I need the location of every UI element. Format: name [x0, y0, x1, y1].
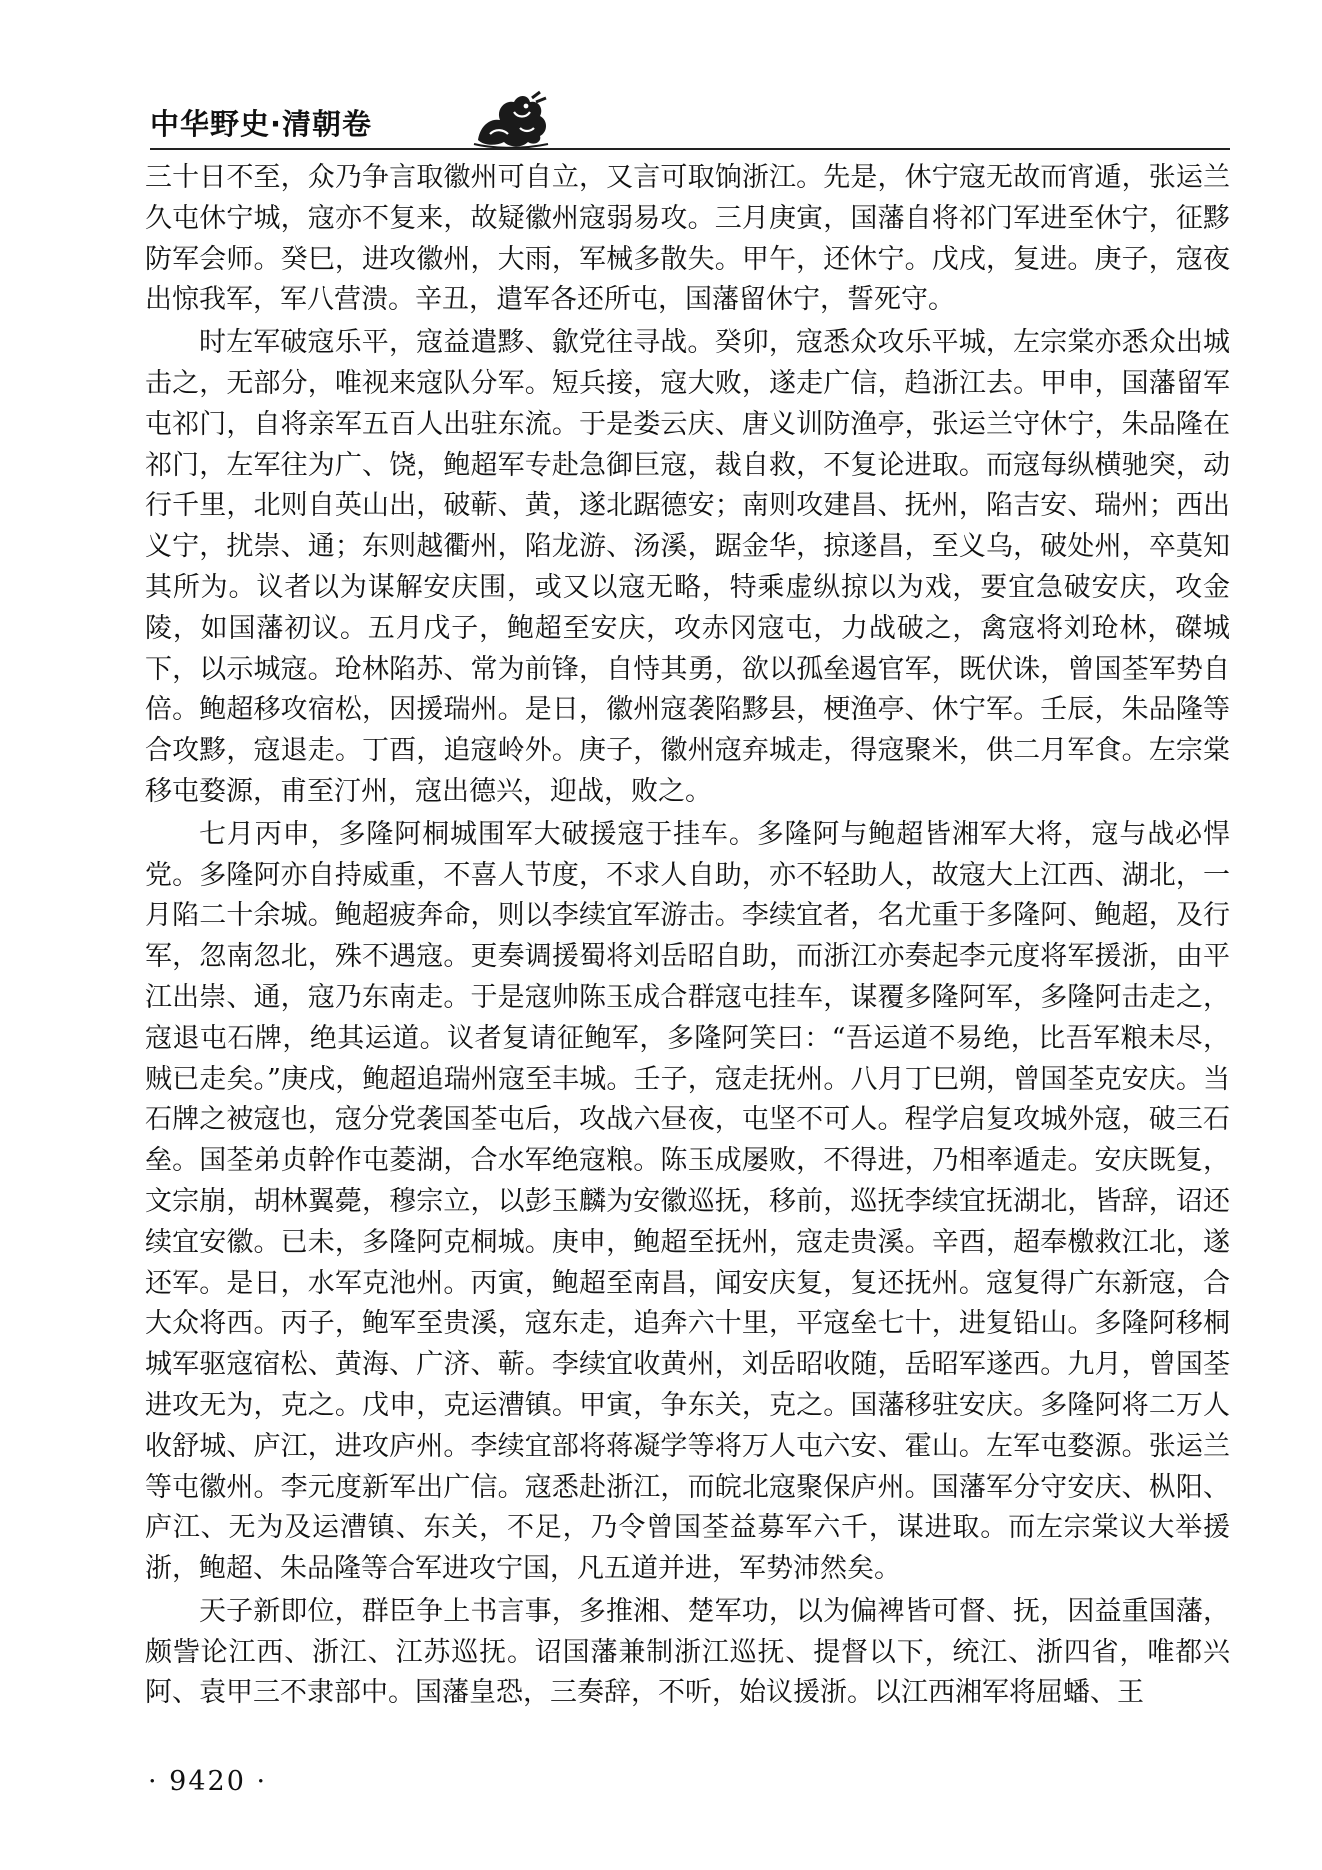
book-title: 中华野史·清朝卷	[150, 107, 373, 141]
body-text	[145, 158, 1230, 1714]
paragraph: 天子新即位，群臣争上书言事，多推湘、楚军功，以为偏裨皆可督、抚，因益重国藩，颇訾论江西、浙江、江苏巡抚。诏国藩兼制浙江巡抚、提督以下，统江、浙四省，唯都兴阿、袁甲三不隶部中。国藩皇恐，三奏辞，不听，始议援浙。以江西湘军将屈蟠、王	[145, 1595, 1230, 1709]
running-header	[150, 88, 1230, 158]
header-divider	[150, 148, 1230, 150]
paragraph: 时左军破寇乐平，寇益遣黟、歙党往寻战。癸卯，寇悉众攻乐平城，左宗棠亦悉众出城击之，无部分，唯视来寇队分军。短兵接，寇大败，遂走广信，趋浙江去。甲申，国藩留军屯祁门，自将亲军五百人出驻东流。于是娄云庆、唐义训防渔亭，张运兰守休宁，朱品隆在祁门，左军往为广、饶，鲍超军专赴急御巨寇，裁自救，不复论进取。而寇每纵横驰突，动行千里，北则自英山出，破蕲、黄，遂北踞德安；南则攻建昌、抚州，陷吉安、瑞州；西出义宁，扰崇、通；东则越衢州，陷龙游、汤溪，踞金华，掠遂昌，至义乌，破处州，卒莫知其所为。议者以为谋解安庆围，或又以寇无略，特乘虚纵掠以为戏，要宜急破安庆，攻金陵，如国藩初议。五月戊子，鲍超至安庆，攻赤冈寇屯，力战破之，禽寇将刘玱林，磔城下，以示城寇。玱林陷苏、常为前锋，自恃其勇，欲以孤垒遏官军，既伏诛，曾国荃军势自倍。鲍超移攻宿松，因援瑞州。是日，徽州寇袭陷黟县，梗渔亭、休宁军。壬辰，朱品隆等合攻黟，寇退走。丁酉，追寇岭外。庚子，徽州寇弃城走，得寇聚米，供二月军食。左宗棠移屯婺源，甫至汀州，寇出德兴，迎战，败之。	[145, 327, 1230, 807]
paragraph: 三十日不至，众乃争言取徽州可自立，又言可取饷浙江。先是，休宁寇无故而宵遁，张运兰久屯休宁城，寇亦不复来，故疑徽州寇弱易攻。三月庚寅，国藩自将祁门军进至休宁，征黟防军会师。癸巳，进攻徽州，大雨，军械多散失。甲午，还休宁。戊戌，复进。庚子，寇夜出惊我军，军八营溃。辛丑，遣军各还所屯，国藩留休宁，誓死守。	[145, 162, 1230, 316]
page-number: · 9420 ·	[148, 1766, 268, 1797]
dragon-emblem-icon	[470, 88, 552, 150]
paragraph: 七月丙申，多隆阿桐城围军大破援寇于挂车。多隆阿与鲍超皆湘军大将，寇与战必悍党。多隆阿亦自持威重，不喜人节度，不求人自助，亦不轻助人，故寇大上江西、湖北，一月陷二十余城。鲍超疲奔命，则以李续宜军游击。李续宜者，名尤重于多隆阿、鲍超，及行军，忽南忽北，殊不遇寇。更奏调援蜀将刘岳昭自助，而浙江亦奏起李元度将军援浙，由平江出崇、通，寇乃东南走。于是寇帅陈玉成合群寇屯挂车，谋覆多隆阿军，多隆阿击走之，寇退屯石牌，绝其运道。议者复请征鲍军，多隆阿笑曰：“吾运道不易绝，比吾军粮未尽，贼已走矣。”庚戌，鲍超追瑞州寇至丰城。壬子，寇走抚州。八月丁巳朔，曾国荃克安庆。当石牌之被寇也，寇分党袭国荃屯后，攻战六昼夜，屯坚不可人。程学启复攻城外寇，破三石垒。国荃弟贞幹作屯菱湖，合水军绝寇粮。陈玉成屡败，不得进，乃相率遁走。安庆既复，文宗崩，胡林翼薨，穆宗立，以彭玉麟为安徽巡抚，移前，巡抚李续宜抚湖北，皆辞，诏还续宜安徽。已未，多隆阿克桐城。庚申，鲍超至抚州，寇走贵溪。辛酉，超奉檄救江北，遂还军。是日，水军克池州。丙寅，鲍超至南昌，闻安庆复，复还抚州。寇复得广东新寇，合大众将西。丙子，鲍军至贵溪，寇东走，追奔六十里，平寇垒七十，进复铅山。多隆阿移桐城军驱寇宿松、黄海、广济、蕲。李续宜收黄州，刘岳昭收随，岳昭军遂西。九月，曾国荃进攻无为，克之。戊申，克运漕镇。甲寅，争东关，克之。国藩移驻安庆。多隆阿将二万人收舒城、庐江，进攻庐州。李续宜部将蒋凝学等将万人屯六安、霍山。左军屯婺源。张运兰等屯徽州。李元度新军出广信。寇悉赴浙江，而皖北寇聚保庐州。国藩军分守安庆、枞阳、庐江、无为及运漕镇、东关，不足，乃令曾国荃益募军六千，谋进取。而左宗棠议大举援浙，鲍超、朱品隆等合军进攻宁国，凡五道并进，军势沛然矣。	[145, 818, 1230, 1585]
